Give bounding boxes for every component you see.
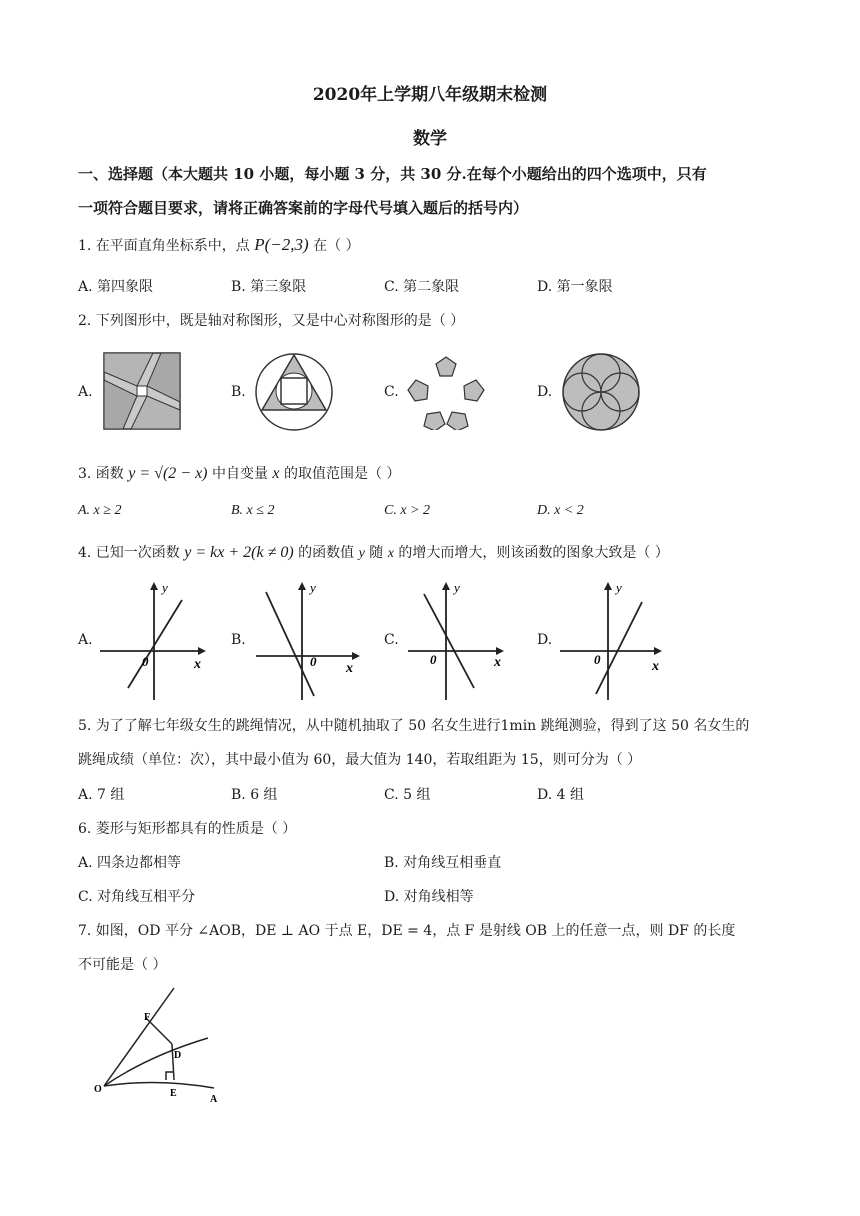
q1-option-d[interactable]: D. 第一象限 xyxy=(537,279,613,295)
q2-figure-d-four-circles[interactable] xyxy=(561,352,641,432)
question-1 xyxy=(78,235,360,255)
q5-option-b[interactable]: B. 6 组 xyxy=(231,787,278,803)
page-title: 2020年上学期八年级期末检测 xyxy=(312,85,548,105)
q7-angle-bisector-figure xyxy=(88,982,228,1106)
q7-point-f: F xyxy=(144,1012,151,1023)
q3-text-mid: 中自变量 xyxy=(211,466,268,482)
q4a-origin: 0 xyxy=(142,654,149,669)
q3-option-c[interactable]: C. x > 2 xyxy=(384,503,430,518)
question-3 xyxy=(78,463,400,483)
q6-option-d[interactable]: D. 对角线相等 xyxy=(384,889,474,905)
question-6: 6. 菱形与矩形都具有的性质是（ ） xyxy=(78,821,297,837)
q1-text-pre: 1. 在平面直角坐标系中，点 xyxy=(78,238,250,254)
q4d-y-label: y xyxy=(616,580,622,595)
q2-label-b[interactable]: B. xyxy=(231,384,246,400)
question-7-line2: 不可能是（ ） xyxy=(78,957,167,973)
question-7-line1: 7. 如图，OD 平分 ∠AOB，DE ⊥ AO 于点 E，DE = 4，点 F 是射线 OB 上的任意一点，则 DF 的长度 xyxy=(78,923,736,939)
q4-math: y = kx + 2(k ≠ 0) xyxy=(184,544,294,561)
q7-point-e: E xyxy=(170,1088,177,1099)
q2-label-d[interactable]: D. xyxy=(537,384,553,400)
q3-var: x xyxy=(272,465,280,482)
q3-option-d[interactable]: D. x < 2 xyxy=(537,503,584,518)
q3-text-pre: 3. 函数 xyxy=(78,466,124,482)
q6-option-c[interactable]: C. 对角线互相平分 xyxy=(78,889,196,905)
q7-point-a: A xyxy=(210,1094,218,1105)
q4b-x-label: x xyxy=(346,661,353,676)
question-2: 2. 下列图形中，既是轴对称图形，又是中心对称图形的是（ ） xyxy=(78,313,465,329)
question-5-line1: 5. 为了了解七年级女生的跳绳情况，从中随机抽取了 50 名女生进行1min 跳绳测验，得到了这 50 名女生的 xyxy=(78,718,750,734)
q4c-x-label: x xyxy=(494,655,501,670)
q2-figure-c-pentagons[interactable] xyxy=(406,354,486,430)
q4d-origin: 0 xyxy=(594,652,601,667)
q1-math: P(−2,3) xyxy=(254,235,309,254)
q2-label-a[interactable]: A. xyxy=(78,384,93,400)
q7-point-o: O xyxy=(94,1084,102,1095)
q4-text-pre: 4. 已知一次函数 xyxy=(78,545,180,561)
q4b-origin: 0 xyxy=(310,654,317,669)
q4-var-x: x xyxy=(387,546,394,561)
q4d-x-label: x xyxy=(652,659,659,674)
q1-text-post: 在（ ） xyxy=(313,238,360,254)
q1-option-b[interactable]: B. 第三象限 xyxy=(231,279,307,295)
q6-option-a[interactable]: A. 四条边都相等 xyxy=(78,855,182,871)
q6-option-b[interactable]: B. 对角线互相垂直 xyxy=(384,855,502,871)
q4-graph-c[interactable] xyxy=(404,578,522,702)
q2-label-c[interactable]: C. xyxy=(384,384,399,400)
q4b-y-label: y xyxy=(310,580,316,595)
section-heading-line2: 一项符合题目要求，请将正确答案前的字母代号填入题后的括号内） xyxy=(78,199,529,217)
q3-text-post: 的取值范围是（ ） xyxy=(283,466,401,482)
q4-graph-d[interactable] xyxy=(556,578,674,702)
q4-text-mid: 的函数值 xyxy=(298,545,355,561)
subject-title: 数学 xyxy=(413,129,447,149)
q5-option-c[interactable]: C. 5 组 xyxy=(384,787,431,803)
q4c-origin: 0 xyxy=(430,652,437,667)
q4-text-mid2: 随 xyxy=(369,545,384,561)
section-heading-line1: 一、选择题（本大题共 10 小题，每小题 3 分，共 30 分.在每个小题给出的四个选项中，只有 xyxy=(78,165,707,183)
q3-math: y = √(2 − x) xyxy=(128,465,208,482)
q4-var-y: y xyxy=(358,546,365,561)
q4-label-a[interactable]: A. xyxy=(78,632,93,648)
q5-option-d[interactable]: D. 4 组 xyxy=(537,787,584,803)
q3-option-a[interactable]: A. x ≥ 2 xyxy=(78,503,122,518)
q4a-x-label: x xyxy=(194,657,201,672)
q4-label-c[interactable]: C. xyxy=(384,632,399,648)
q2-figure-a-pinwheel-square[interactable] xyxy=(103,352,181,430)
q4-text-post: 的增大而增大，则该函数的图象大致是（ ） xyxy=(398,545,669,561)
q4c-y-label: y xyxy=(454,580,460,595)
q5-option-a[interactable]: A. 7 组 xyxy=(78,787,125,803)
q4-graph-a[interactable] xyxy=(96,578,214,702)
q7-point-d: D xyxy=(174,1050,182,1061)
q4a-y-label: y xyxy=(162,580,168,595)
q1-option-a[interactable]: A. 第四象限 xyxy=(78,279,154,295)
question-5-line2: 跳绳成绩（单位：次），其中最小值为 60，最大值为 140，若取组距为 15，则可分为（ ） xyxy=(78,752,642,768)
q3-option-b[interactable]: B. x ≤ 2 xyxy=(231,503,275,518)
q2-figure-b-circle-triangle[interactable] xyxy=(254,352,334,432)
question-4 xyxy=(78,542,669,562)
q1-option-c[interactable]: C. 第二象限 xyxy=(384,279,460,295)
q4-label-b[interactable]: B. xyxy=(231,632,246,648)
q4-graph-b[interactable] xyxy=(250,578,368,702)
q4-label-d[interactable]: D. xyxy=(537,632,553,648)
